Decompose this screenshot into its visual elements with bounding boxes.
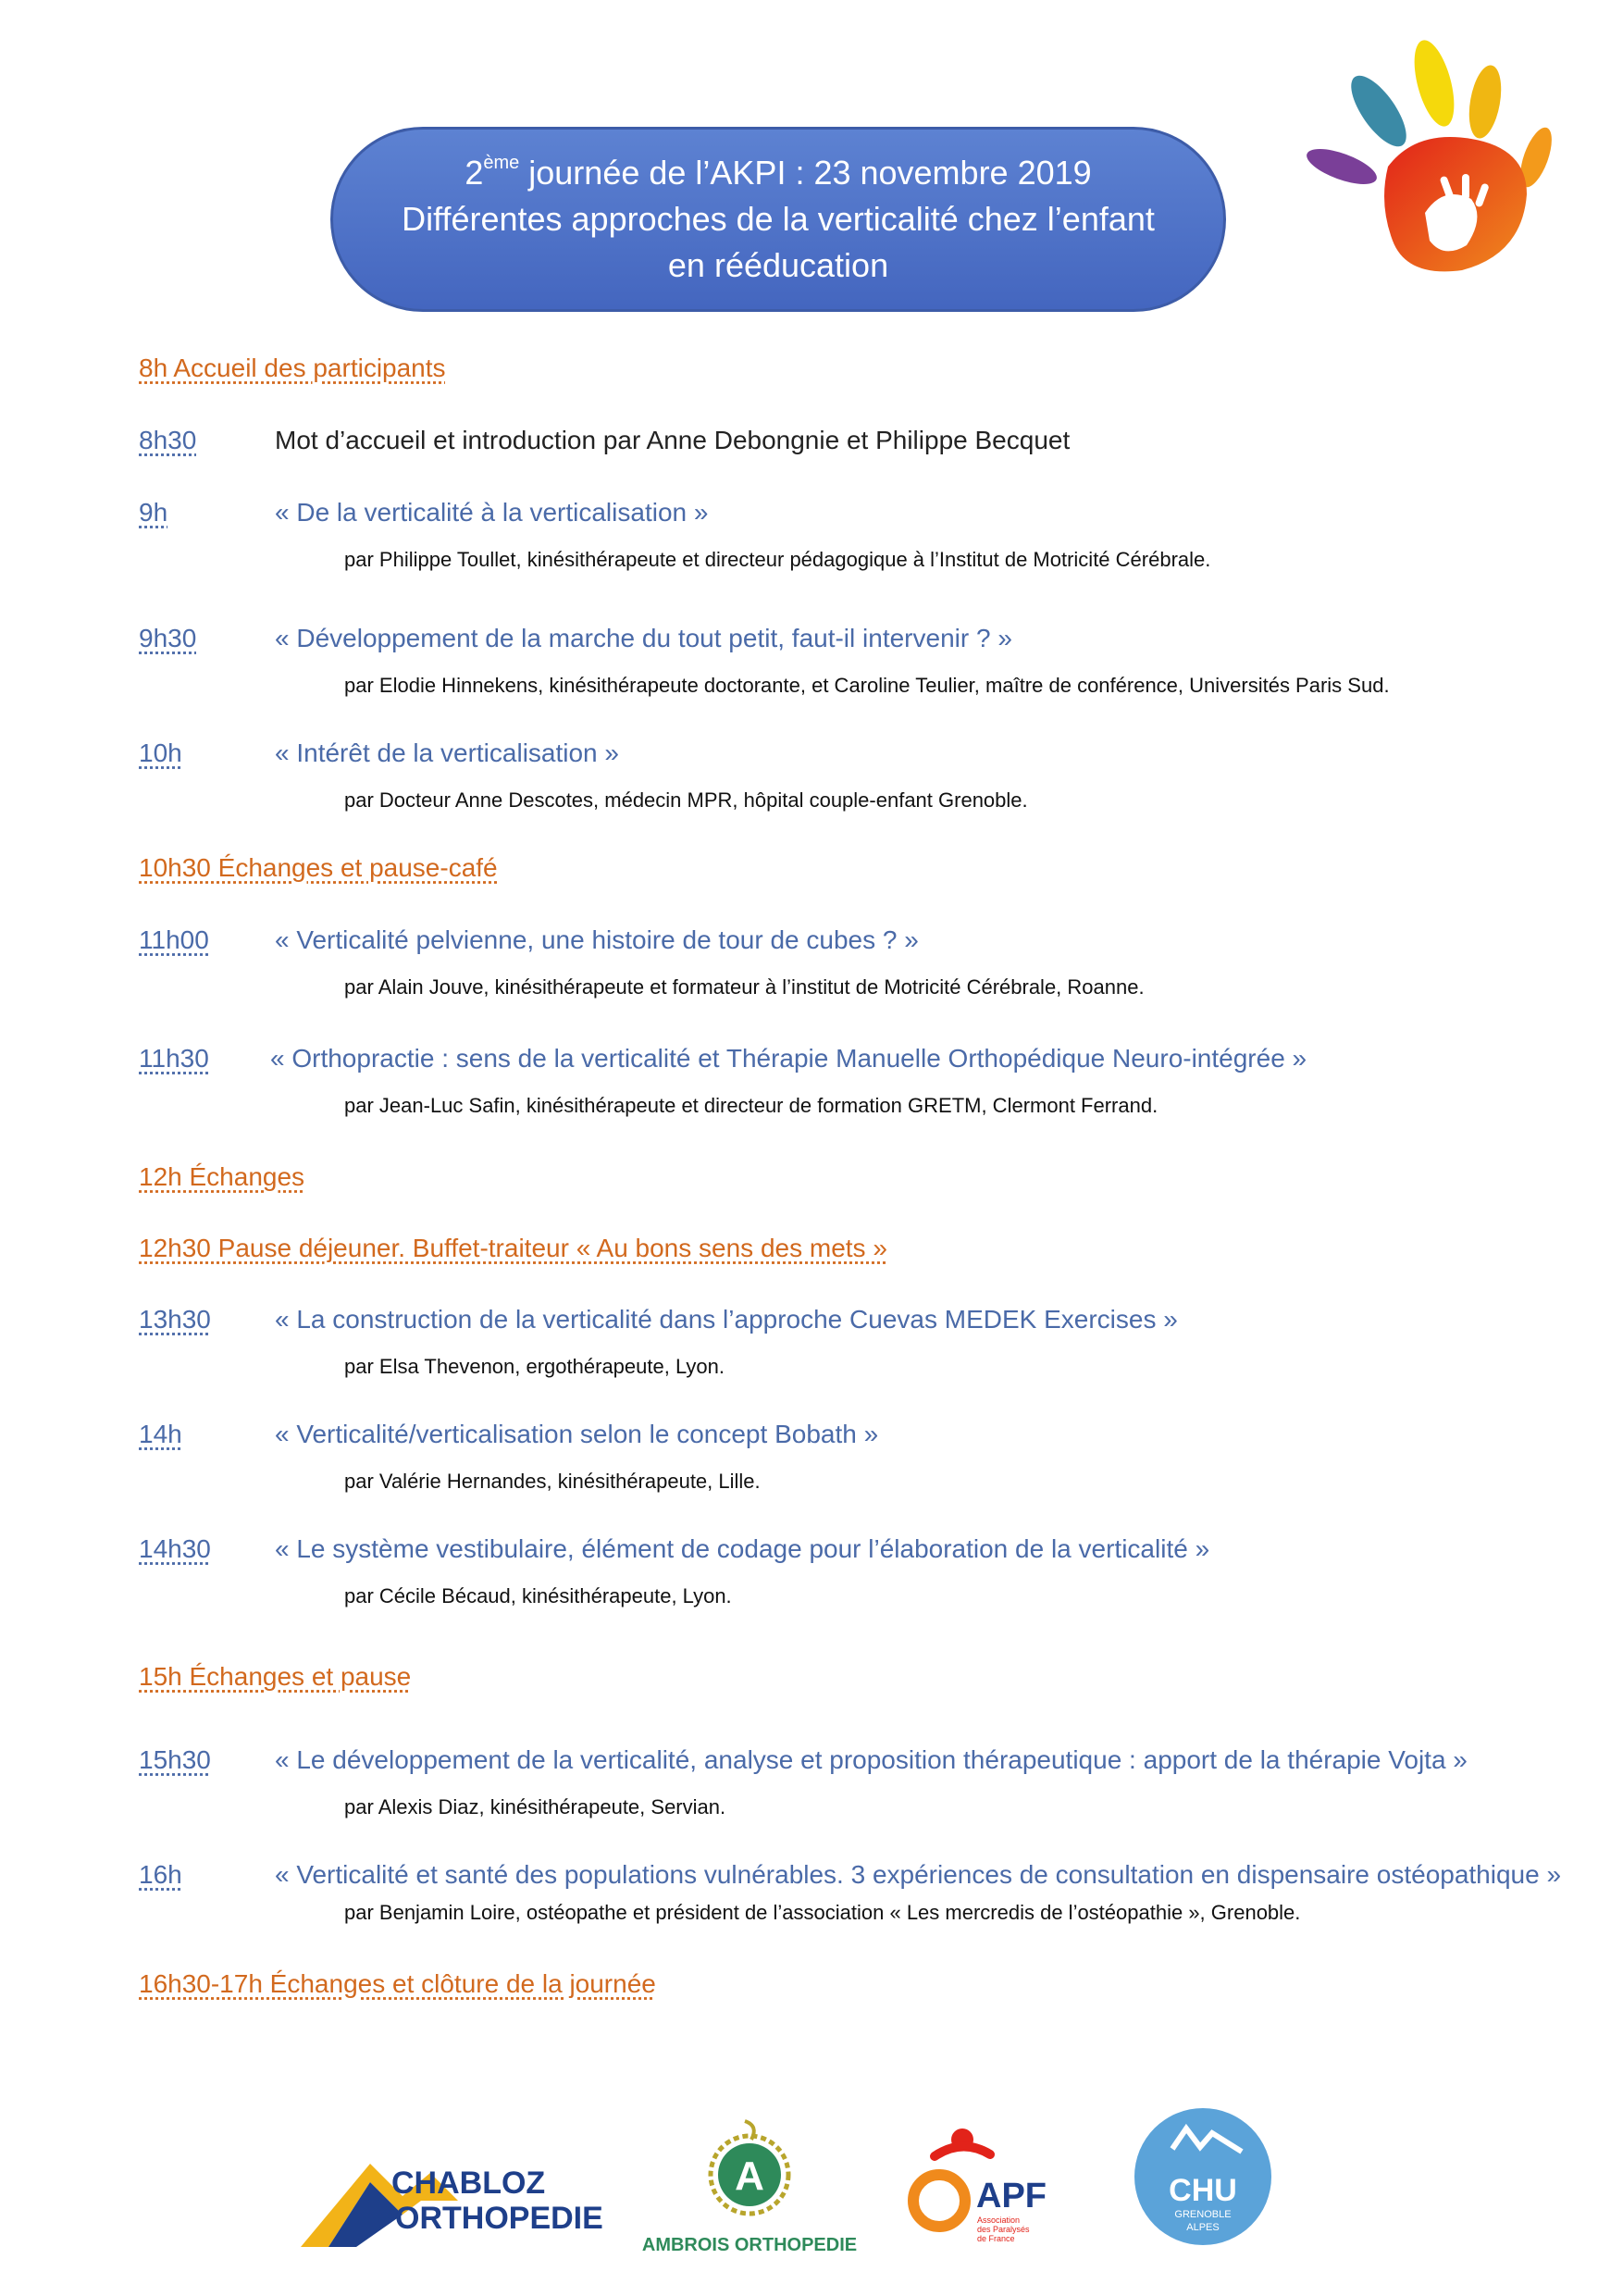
chu-sub1: GRENOBLE [1174, 2209, 1232, 2220]
ambrois-letter: A [735, 2153, 764, 2199]
session-time: 9h [139, 498, 168, 527]
session-time: 10h [139, 738, 182, 767]
session-speaker: par Elodie Hinnekens, kinésithérapeute doctorante, et Caroline Teulier, maître de conférence, Universités Paris Sud. [344, 674, 1390, 697]
session-title: « Verticalité et santé des populations vulnérables. 3 expériences de consultation en dispensaire ostéopathique » [275, 1860, 1562, 1889]
session-title: « La construction de la verticalité dans l’approche Cuevas MEDEK Exercises » [275, 1305, 1178, 1334]
section-heading: 16h30-17h Échanges et clôture de la journée [139, 1969, 656, 1998]
session-time: 14h [139, 1420, 182, 1448]
chabloz-orthopedie-logo [301, 2145, 606, 2252]
chabloz-line2: ORTHOPEDIE [395, 2201, 603, 2236]
session-title: « De la verticalité à la verticalisation » [275, 498, 709, 527]
chu-text: CHU [1169, 2173, 1237, 2208]
chu-sub2: ALPES [1186, 2222, 1220, 2233]
session-title: « Orthopractie : sens de la verticalité et Thérapie Manuelle Orthopédique Neuro-intégrée » [270, 1044, 1307, 1073]
session-speaker: par Valérie Hernandes, kinésithérapeute, Lille. [344, 1470, 761, 1493]
section-heading: 12h30 Pause déjeuner. Buffet-traiteur « Au bons sens des mets » [139, 1234, 887, 1262]
section-heading: 15h Échanges et pause [139, 1662, 412, 1691]
session-title: « Intérêt de la verticalisation » [275, 738, 619, 767]
session-speaker: par Jean-Luc Safin, kinésithérapeute et directeur de formation GRETM, Clermont Ferrand. [344, 1094, 1158, 1117]
session-speaker: par Philippe Toullet, kinésithérapeute et directeur pédagogique à l’Institut de Motricité Cérébrale. [344, 548, 1211, 571]
session-speaker: par Docteur Anne Descotes, médecin MPR, hôpital couple-enfant Grenoble. [344, 788, 1028, 812]
session-speaker: par Benjamin Loire, ostéopathe et président de l’association « Les mercredis de l’ostéopathie », Grenoble. [344, 1901, 1301, 1924]
session-title: « Le système vestibulaire, élément de codage pour l’élaboration de la verticalité » [275, 1534, 1210, 1563]
session-speaker: par Alain Jouve, kinésithérapeute et formateur à l’institut de Motricité Cérébrale, Roanne. [344, 975, 1145, 999]
session-title: Mot d’accueil et introduction par Anne Debongnie et Philippe Becquet [275, 426, 1071, 454]
handprint-logo [1305, 28, 1582, 287]
apf-sub1: Association [977, 2215, 1021, 2225]
session-time: 15h30 [139, 1745, 211, 1774]
event-title-line2: Différentes approches de la verticalité chez l’enfant [402, 200, 1155, 238]
session-time: 13h30 [139, 1305, 211, 1334]
session-time: 9h30 [139, 624, 197, 652]
event-title-banner [330, 127, 1226, 312]
session-title: « Le développement de la verticalité, analyse et proposition thérapeutique : apport de la thérapie Vojta » [275, 1745, 1468, 1774]
session-time: 8h30 [139, 426, 197, 454]
session-title: « Verticalité/verticalisation selon le concept Bobath » [275, 1420, 879, 1448]
ambrois-orthopedie-logo [638, 2112, 861, 2260]
session-speaker: par Elsa Thevenon, ergothérapeute, Lyon. [344, 1355, 725, 1378]
apf-logo [907, 2119, 1101, 2249]
session-time: 11h30 [139, 1044, 209, 1073]
apf-text: APF [976, 2177, 1047, 2215]
chabloz-line1: CHABLOZ [391, 2166, 546, 2201]
session-title: « Verticalité pelvienne, une histoire de tour de cubes ? » [275, 925, 919, 954]
event-title-line3: en rééducation [667, 246, 889, 284]
session-time: 16h [139, 1860, 182, 1889]
session-speaker: par Cécile Bécaud, kinésithérapeute, Lyon. [344, 1584, 732, 1607]
event-title-line1: 2ème journée de l’AKPI : 23 novembre 2019 [465, 153, 1092, 192]
session-time: 11h00 [139, 925, 209, 954]
session-time: 14h30 [139, 1534, 211, 1563]
session-speaker: par Alexis Diaz, kinésithérapeute, Servian. [344, 1795, 726, 1818]
chu-grenoble-logo [1131, 2101, 1279, 2249]
section-heading: 8h Accueil des participants [139, 354, 446, 382]
section-heading: 12h Échanges [139, 1162, 305, 1191]
session-title: « Développement de la marche du tout petit, faut-il intervenir ? » [275, 624, 1012, 652]
apf-sub3: de France [977, 2234, 1015, 2243]
ambrois-text: AMBROIS ORTHOPEDIE [641, 2235, 858, 2255]
apf-sub2: des Paralysés [977, 2225, 1030, 2234]
section-heading: 10h30 Échanges et pause-café [139, 853, 498, 882]
